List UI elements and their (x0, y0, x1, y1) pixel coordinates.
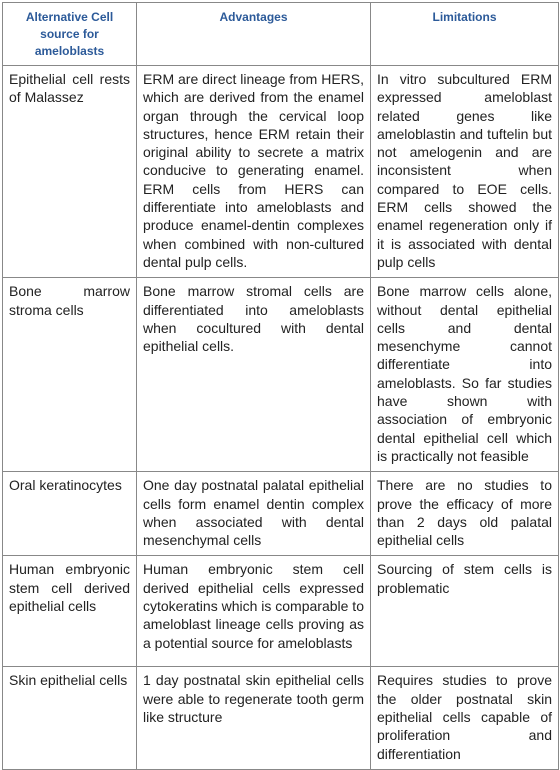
table-row (3, 66, 559, 278)
cell-source: Epithelial cell rests of Malassez (3, 66, 137, 278)
cell-source: Human embryonic stem cell derived epithelial cells (3, 556, 137, 667)
cell-advantages: Human embryonic stem cell derived epithelial cells expressed cytokeratins which is comparable to ameloblast lineage cells proving as a potential source for ameloblasts (137, 556, 371, 667)
header-cell-advantages: Advantages (137, 3, 371, 66)
cell-advantages: ERM are direct lineage from HERS, which are derived from the enamel organ through the cervical loop structures, hence ERM retain their original ability to secrete a matrix conducive to generating enamel. ERM cells from HERS can differentiate into ameloblasts and produce enamel-dentin complexes when combined with non-cultured dental pulp cells. (137, 66, 371, 278)
cell-limitations: Sourcing of stem cells is problematic (371, 556, 559, 667)
table-row (3, 556, 559, 667)
cell-limitations: Bone marrow cells alone, without dental epithelial cells and dental mesenchyme cannot differentiate into ameloblasts. So far studies have shown with association of embryonic dental epithelial cell which is practically not feasible (371, 278, 559, 472)
ameloblast-sources-table (2, 2, 559, 770)
cell-advantages: 1 day postnatal skin epithelial cells were able to regenerate tooth germ like structure (137, 667, 371, 769)
table-row (3, 472, 559, 556)
cell-source: Skin epithelial cells (3, 667, 137, 769)
cell-limitations: There are no studies to prove the efficacy of more than 2 days old palatal epithelial cells (371, 472, 559, 556)
cell-source: Oral keratinocytes (3, 472, 137, 556)
table-row (3, 278, 559, 472)
cell-limitations: In vitro subcultured ERM expressed ameloblast related genes like ameloblastin and tuftelin but not amelogenin and are inconsistent when compared to EOE cells. ERM cells showed the enamel regeneration only if it is associated with dental pulp cells (371, 66, 559, 278)
cell-source: Bone marrow stroma cells (3, 278, 137, 472)
header-row (3, 3, 559, 66)
table-row (3, 667, 559, 769)
cell-advantages: Bone marrow stromal cells are differentiated into ameloblasts when cocultured with dental epithelial cells. (137, 278, 371, 472)
cell-limitations: Requires studies to prove the older postnatal skin epithelial cells capable of proliferation and differentiation (371, 667, 559, 769)
header-cell-source: Alternative Cell source for ameloblasts (3, 3, 137, 66)
cell-advantages: One day postnatal palatal epithelial cells form enamel dentin complex when associated with dental mesenchymal cells (137, 472, 371, 556)
header-cell-limitations: Limitations (371, 3, 559, 66)
